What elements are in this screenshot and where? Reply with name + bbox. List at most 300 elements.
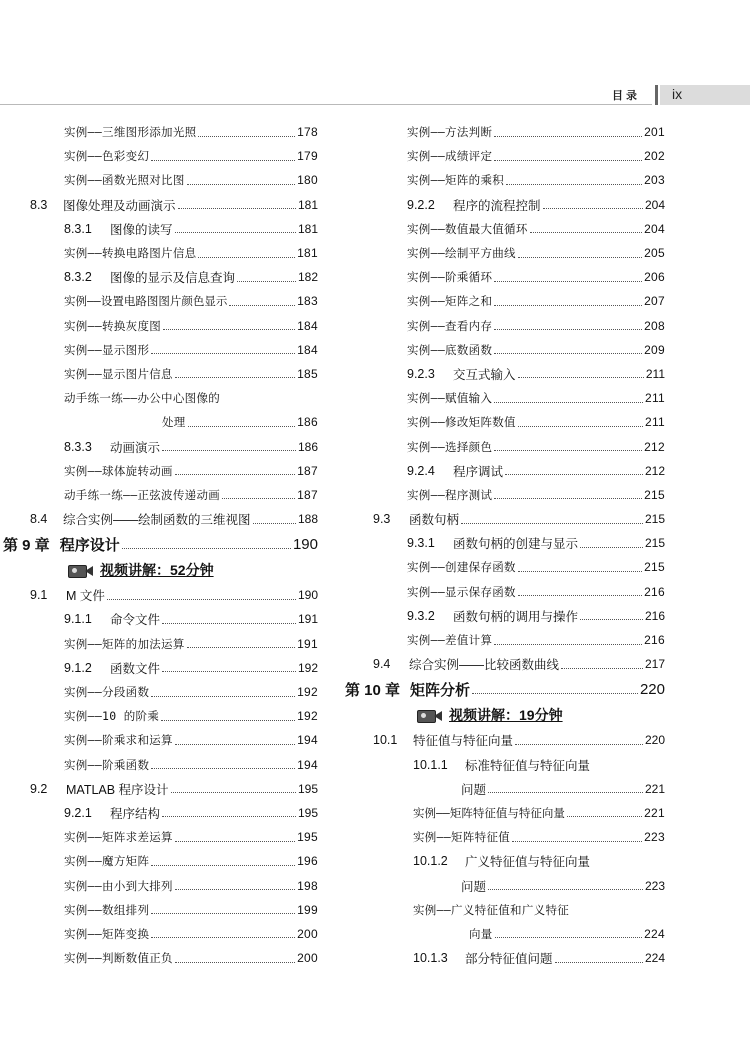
entry-label: 动手练一练——办公中心图像的	[64, 391, 221, 406]
toc-entry-continuation[interactable]	[345, 777, 665, 801]
toc-section-entry[interactable]	[345, 728, 665, 752]
leader-dots	[122, 548, 291, 549]
leader-dots	[488, 792, 643, 793]
leader-dots	[472, 693, 638, 694]
toc-section-entry[interactable]	[0, 193, 318, 217]
entry-page: 196	[297, 854, 318, 869]
entry-page: 198	[297, 878, 318, 893]
header-separator	[655, 85, 658, 105]
video-lecture-label: 视频讲解：19分钟	[449, 707, 563, 724]
entry-page: 182	[297, 270, 318, 285]
entry-label: 图像的显示及信息查询	[110, 271, 236, 286]
toc-section-entry[interactable]	[345, 507, 665, 531]
section-number: 9.3.2	[407, 608, 435, 623]
toc-entry[interactable]	[0, 632, 318, 656]
leader-dots	[494, 450, 642, 451]
entry-label: 实例——10 的阶乘	[64, 709, 160, 724]
toc-subsection-entry[interactable]	[345, 459, 665, 483]
entry-page: 184	[297, 342, 318, 357]
entry-page: 215	[644, 512, 665, 527]
toc-entry[interactable]	[345, 217, 665, 241]
leader-dots	[151, 768, 295, 769]
section-number: 9.4	[373, 657, 391, 672]
toc-subsection-entry[interactable]	[345, 362, 665, 386]
header-rule	[0, 104, 652, 105]
entry-label: 实例——判断数值正负	[64, 951, 173, 966]
header-page-number: ix	[672, 86, 683, 102]
entry-label: 实例——由小到大排列	[64, 878, 173, 893]
entry-page: 181	[297, 221, 318, 236]
entry-page: 194	[297, 733, 318, 748]
chapter-title: 程序设计	[59, 536, 120, 554]
leader-dots	[518, 377, 644, 378]
section-number: 8.3	[30, 197, 48, 212]
entry-label: 图像的读写	[110, 222, 173, 237]
entry-label: 实例——广义特征值和广义特征	[413, 902, 570, 917]
toc-entry[interactable]	[345, 314, 665, 338]
section-number: 10.1.1	[413, 757, 448, 772]
entry-page: 224	[644, 926, 665, 941]
entry-label: 综合实例——比较函数曲线	[409, 658, 560, 673]
header-page-box	[660, 85, 750, 105]
entry-label: 图像处理及动画演示	[63, 198, 176, 213]
toc-entry[interactable]	[0, 120, 318, 144]
leader-dots	[151, 160, 295, 161]
entry-label: 实例——程序测试	[407, 487, 493, 502]
leader-dots	[187, 647, 295, 648]
entry-label: 动手练一练——正弦波传递动画	[64, 487, 221, 502]
toc-subsection-entry[interactable]	[345, 531, 665, 555]
entry-page: 185	[297, 366, 318, 381]
toc-entry[interactable]	[0, 704, 318, 728]
entry-label: 实例——分段函数	[64, 685, 150, 700]
entry-label: 综合实例——绘制函数的三维视图	[63, 513, 251, 528]
entry-label: 实例——球体旋转动画	[64, 463, 173, 478]
entry-page: 178	[297, 125, 318, 140]
entry-label: 程序结构	[110, 806, 161, 821]
toc-entry[interactable]	[345, 628, 665, 652]
leader-dots	[494, 644, 642, 645]
toc-subsection-entry[interactable]	[345, 604, 665, 628]
section-number: 9.1.2	[64, 660, 92, 675]
entry-label: 向量	[469, 926, 493, 941]
toc-entry[interactable]	[0, 386, 318, 410]
entry-label: 实例——数值最大值循环	[407, 221, 528, 236]
toc-column-left	[0, 120, 318, 970]
entry-page: 200	[297, 926, 318, 941]
leader-dots	[494, 353, 642, 354]
leader-dots	[518, 257, 642, 258]
leader-dots	[198, 136, 295, 137]
leader-dots	[494, 281, 642, 282]
entry-page: 216	[644, 584, 665, 599]
entry-label: 实例——矩阵的乘积	[407, 173, 505, 188]
entry-page: 179	[297, 149, 318, 164]
leader-dots	[530, 232, 642, 233]
entry-label: 程序的流程控制	[453, 198, 541, 213]
entry-page: 204	[644, 221, 665, 236]
entry-label: 实例——色彩变幻	[64, 149, 150, 164]
entry-page: 180	[297, 173, 318, 188]
leader-dots	[567, 816, 642, 817]
entry-label: 函数句柄的创建与显示	[453, 537, 579, 552]
entry-page: 212	[644, 439, 665, 454]
leader-dots	[494, 329, 642, 330]
entry-page: 216	[644, 608, 665, 623]
leader-dots	[561, 668, 643, 669]
leader-dots	[461, 523, 643, 524]
entry-page: 186	[297, 439, 318, 454]
entry-page: 187	[297, 487, 318, 502]
entry-label: 实例——绘制平方曲线	[407, 246, 516, 261]
entry-label: 实例——设置电路图图片颜色显示	[64, 294, 228, 309]
toc-entry[interactable]	[0, 338, 318, 362]
entry-page: 211	[644, 415, 665, 430]
entry-label: 广义特征值与特征向量	[465, 855, 591, 870]
leader-dots	[555, 962, 643, 963]
entry-page: 212	[644, 463, 665, 478]
entry-label: 实例——阶乘函数	[64, 757, 150, 772]
section-number: 10.1.3	[413, 951, 448, 966]
section-number: 10.1.2	[413, 854, 448, 869]
leader-dots	[495, 937, 642, 938]
entry-page: 192	[297, 660, 318, 675]
toc-entry[interactable]	[0, 314, 318, 338]
toc-entry[interactable]	[0, 922, 318, 946]
entry-label: 交互式输入	[453, 367, 516, 382]
entry-page: 194	[297, 757, 318, 772]
toc-subsection-entry[interactable]	[345, 753, 665, 777]
section-number: 8.3.3	[64, 439, 92, 454]
entry-page: 201	[644, 125, 665, 140]
entry-page: 200	[297, 951, 318, 966]
entry-label: 实例——矩阵特征值	[413, 830, 511, 845]
leader-dots	[518, 426, 643, 427]
leader-dots	[162, 623, 296, 624]
entry-page: 187	[297, 463, 318, 478]
toc-entry[interactable]	[0, 825, 318, 849]
entry-page: 191	[297, 612, 318, 627]
entry-label: 实例——显示图形	[64, 342, 150, 357]
entry-page: 204	[644, 197, 665, 212]
toc-entry[interactable]	[345, 386, 665, 410]
leader-dots	[494, 402, 643, 403]
leader-dots	[151, 937, 295, 938]
entry-page: 186	[297, 415, 318, 430]
entry-page: 181	[297, 197, 318, 212]
toc-entry[interactable]	[345, 168, 665, 192]
entry-label: 程序调试	[453, 464, 504, 479]
entry-label: 实例——选择颜色	[407, 439, 493, 454]
entry-page: 215	[644, 487, 665, 502]
entry-page: 216	[644, 633, 665, 648]
entry-label: 部分特征值问题	[465, 952, 553, 967]
entry-page: 190	[297, 588, 318, 603]
leader-dots	[162, 450, 296, 451]
leader-dots	[175, 232, 296, 233]
leader-dots	[515, 744, 643, 745]
entry-page: 199	[297, 902, 318, 917]
section-number: 8.4	[30, 512, 48, 527]
section-number: 8.3.2	[64, 270, 92, 285]
toc-entry[interactable]	[0, 849, 318, 873]
entry-label: 实例——修改矩阵数值	[407, 415, 516, 430]
entry-page: 191	[297, 636, 318, 651]
entry-label: MATLAB 程序设计	[66, 782, 169, 797]
toc-entry[interactable]	[0, 362, 318, 386]
leader-dots	[506, 184, 642, 185]
entry-page: 183	[297, 294, 318, 309]
leader-dots	[222, 498, 295, 499]
leader-dots	[253, 523, 296, 524]
toc-subsection-entry[interactable]	[0, 801, 318, 825]
entry-page: 208	[644, 318, 665, 333]
leader-dots	[175, 962, 295, 963]
toc-entry[interactable]	[345, 265, 665, 289]
leader-dots	[494, 305, 642, 306]
entry-label: 实例——三维图形添加光照	[64, 125, 197, 140]
entry-page: 192	[297, 709, 318, 724]
entry-page: 202	[644, 149, 665, 164]
leader-dots	[505, 474, 643, 475]
entry-label: 动画演示	[110, 440, 161, 455]
toc-entry[interactable]	[345, 434, 665, 458]
entry-label: 实例——查看内存	[407, 318, 493, 333]
entry-label: 命令文件	[110, 613, 161, 628]
entry-label: 实例——矩阵特征值与特征向量	[413, 805, 565, 820]
entry-page: 211	[644, 391, 665, 406]
toc-subsection-entry[interactable]	[345, 193, 665, 217]
leader-dots	[175, 377, 295, 378]
toc-subsection-entry[interactable]	[0, 265, 318, 289]
entry-label: 函数句柄的调用与操作	[453, 609, 579, 624]
toc-entry[interactable]	[0, 680, 318, 704]
entry-label: 实例——显示保存函数	[407, 584, 516, 599]
toc-entry[interactable]	[0, 946, 318, 970]
toc-entry[interactable]	[0, 898, 318, 922]
section-number: 9.2.4	[407, 463, 435, 478]
video-lecture-label: 视频讲解：52分钟	[100, 562, 214, 579]
toc-entry[interactable]	[345, 801, 665, 825]
chapter-title: 矩阵分析	[410, 681, 471, 699]
entry-page: 211	[645, 366, 665, 381]
entry-page: 215	[644, 536, 665, 551]
toc-entry[interactable]	[0, 168, 318, 192]
entry-page: 195	[297, 805, 318, 820]
entry-page: 223	[644, 878, 665, 893]
section-number: 10.1	[373, 733, 398, 748]
leader-dots	[161, 720, 295, 721]
section-number: 9.2.1	[64, 805, 92, 820]
section-number: 8.3.1	[64, 221, 92, 236]
toc-section-entry[interactable]	[345, 652, 665, 676]
leader-dots	[151, 353, 295, 354]
toc-entry[interactable]	[0, 873, 318, 897]
video-camera-icon	[68, 562, 94, 578]
toc-entry[interactable]	[0, 289, 318, 313]
entry-page: 192	[297, 685, 318, 700]
entry-label: 实例——转换电路图片信息	[64, 246, 197, 261]
section-number: 9.1.1	[64, 612, 92, 627]
leader-dots	[175, 889, 295, 890]
leader-dots	[494, 498, 642, 499]
toc-entry[interactable]	[345, 338, 665, 362]
entry-page: 181	[297, 246, 318, 261]
entry-page: 188	[297, 512, 318, 527]
leader-dots	[178, 208, 296, 209]
entry-label: 实例——阶乘求和运算	[64, 733, 173, 748]
entry-page: 223	[644, 830, 665, 845]
toc-entry[interactable]	[345, 825, 665, 849]
section-number: 9.2.3	[407, 366, 435, 381]
section-number: 9.1	[30, 588, 48, 603]
section-number: 9.2	[30, 781, 48, 796]
entry-page: 195	[297, 830, 318, 845]
entry-label: 函数句柄	[409, 513, 460, 528]
toc-entry[interactable]	[345, 120, 665, 144]
toc-subsection-entry[interactable]	[0, 656, 318, 680]
entry-label: 实例——函数光照对比图	[64, 173, 185, 188]
toc-entry-continuation[interactable]	[345, 873, 665, 897]
entry-label: 处理	[162, 415, 186, 430]
leader-dots	[175, 841, 295, 842]
leader-dots	[518, 571, 642, 572]
entry-label: 特征值与特征向量	[413, 734, 514, 749]
leader-dots	[171, 792, 296, 793]
leader-dots	[198, 257, 295, 258]
leader-dots	[543, 208, 643, 209]
entry-page: 224	[644, 951, 665, 966]
entry-label: 函数文件	[110, 661, 161, 676]
leader-dots	[107, 599, 296, 600]
leader-dots	[512, 841, 642, 842]
toc-entry[interactable]	[345, 241, 665, 265]
header-title: 目录	[612, 89, 640, 102]
leader-dots	[580, 547, 643, 548]
entry-label: 实例——方法判断	[407, 125, 493, 140]
entry-page: 206	[644, 270, 665, 285]
leader-dots	[237, 281, 296, 282]
chapter-number: 第 10 章	[345, 681, 401, 699]
leader-dots	[175, 744, 295, 745]
entry-page: 190	[292, 535, 318, 553]
entry-label: M 文件	[66, 589, 105, 604]
entry-label: 实例——魔方矩阵	[64, 854, 150, 869]
toc-section-entry[interactable]	[0, 507, 318, 531]
leader-dots	[162, 816, 296, 817]
entry-label: 问题	[461, 782, 487, 797]
video-lecture-link[interactable]	[345, 702, 665, 728]
toc-entry[interactable]	[345, 483, 665, 507]
toc-entry[interactable]	[0, 241, 318, 265]
toc-section-entry[interactable]	[0, 583, 318, 607]
toc-chapter-entry[interactable]	[345, 676, 665, 702]
toc-subsection-entry[interactable]	[0, 217, 318, 241]
entry-page: 215	[644, 560, 665, 575]
entry-page: 205	[644, 246, 665, 261]
toc-entry[interactable]	[0, 753, 318, 777]
toc-subsection-entry[interactable]	[0, 434, 318, 458]
toc-entry[interactable]	[345, 144, 665, 168]
entry-label: 标准特征值与特征向量	[465, 758, 591, 773]
toc-entry[interactable]	[345, 410, 665, 434]
section-number: 9.3	[373, 512, 391, 527]
section-number: 9.3.1	[407, 536, 435, 551]
entry-label: 问题	[461, 879, 487, 894]
leader-dots	[163, 329, 295, 330]
entry-page: 221	[644, 805, 665, 820]
leader-dots	[494, 160, 642, 161]
leader-dots	[187, 184, 295, 185]
entry-label: 实例——阶乘循环	[407, 270, 493, 285]
toc-entry[interactable]	[345, 555, 665, 579]
entry-label: 实例——矩阵之和	[407, 294, 493, 309]
entry-label: 实例——数组排列	[64, 902, 150, 917]
toc-entry[interactable]	[0, 728, 318, 752]
toc-entry-continuation[interactable]	[0, 410, 318, 434]
toc-entry[interactable]	[0, 459, 318, 483]
toc-section-entry[interactable]	[0, 777, 318, 801]
toc-entry[interactable]	[345, 289, 665, 313]
toc-entry-continuation[interactable]	[345, 922, 665, 946]
toc-column-right	[345, 120, 665, 970]
entry-label: 实例——底数函数	[407, 342, 493, 357]
entry-label: 实例——创建保存函数	[407, 560, 516, 575]
entry-label: 实例——转换灰度图	[64, 318, 162, 333]
entry-label: 实例——差值计算	[407, 633, 493, 648]
leader-dots	[188, 426, 295, 427]
toc-entry[interactable]	[345, 898, 665, 922]
entry-page: 203	[644, 173, 665, 188]
entry-page: 220	[644, 733, 665, 748]
toc-entry[interactable]	[0, 483, 318, 507]
leader-dots	[162, 671, 296, 672]
entry-page: 217	[644, 657, 665, 672]
entry-page: 220	[639, 680, 665, 698]
entry-page: 195	[297, 781, 318, 796]
section-number: 9.2.2	[407, 197, 435, 212]
toc-subsection-entry[interactable]	[0, 607, 318, 631]
toc-subsection-entry[interactable]	[345, 946, 665, 970]
leader-dots	[494, 136, 642, 137]
toc-chapter-entry[interactable]	[0, 531, 318, 557]
leader-dots	[175, 474, 295, 475]
entry-label: 实例——成绩评定	[407, 149, 493, 164]
page-header	[0, 85, 750, 105]
leader-dots	[488, 889, 643, 890]
entry-label: 实例——矩阵变换	[64, 926, 150, 941]
video-camera-icon	[417, 707, 443, 723]
leader-dots	[518, 595, 642, 596]
chapter-number: 第 9 章	[3, 536, 50, 554]
toc-entry[interactable]	[0, 144, 318, 168]
entry-page: 184	[297, 318, 318, 333]
entry-page: 207	[644, 294, 665, 309]
video-lecture-link[interactable]	[0, 557, 318, 583]
entry-page: 209	[644, 342, 665, 357]
toc-subsection-entry[interactable]	[345, 849, 665, 873]
entry-label: 实例——矩阵求差运算	[64, 830, 173, 845]
leader-dots	[151, 865, 295, 866]
toc-entry[interactable]	[345, 580, 665, 604]
leader-dots	[151, 913, 295, 914]
entry-label: 实例——赋值输入	[407, 391, 493, 406]
leader-dots	[229, 305, 295, 306]
entry-label: 实例——矩阵的加法运算	[64, 636, 185, 651]
leader-dots	[580, 619, 643, 620]
entry-label: 实例——显示图片信息	[64, 366, 173, 381]
leader-dots	[151, 696, 295, 697]
